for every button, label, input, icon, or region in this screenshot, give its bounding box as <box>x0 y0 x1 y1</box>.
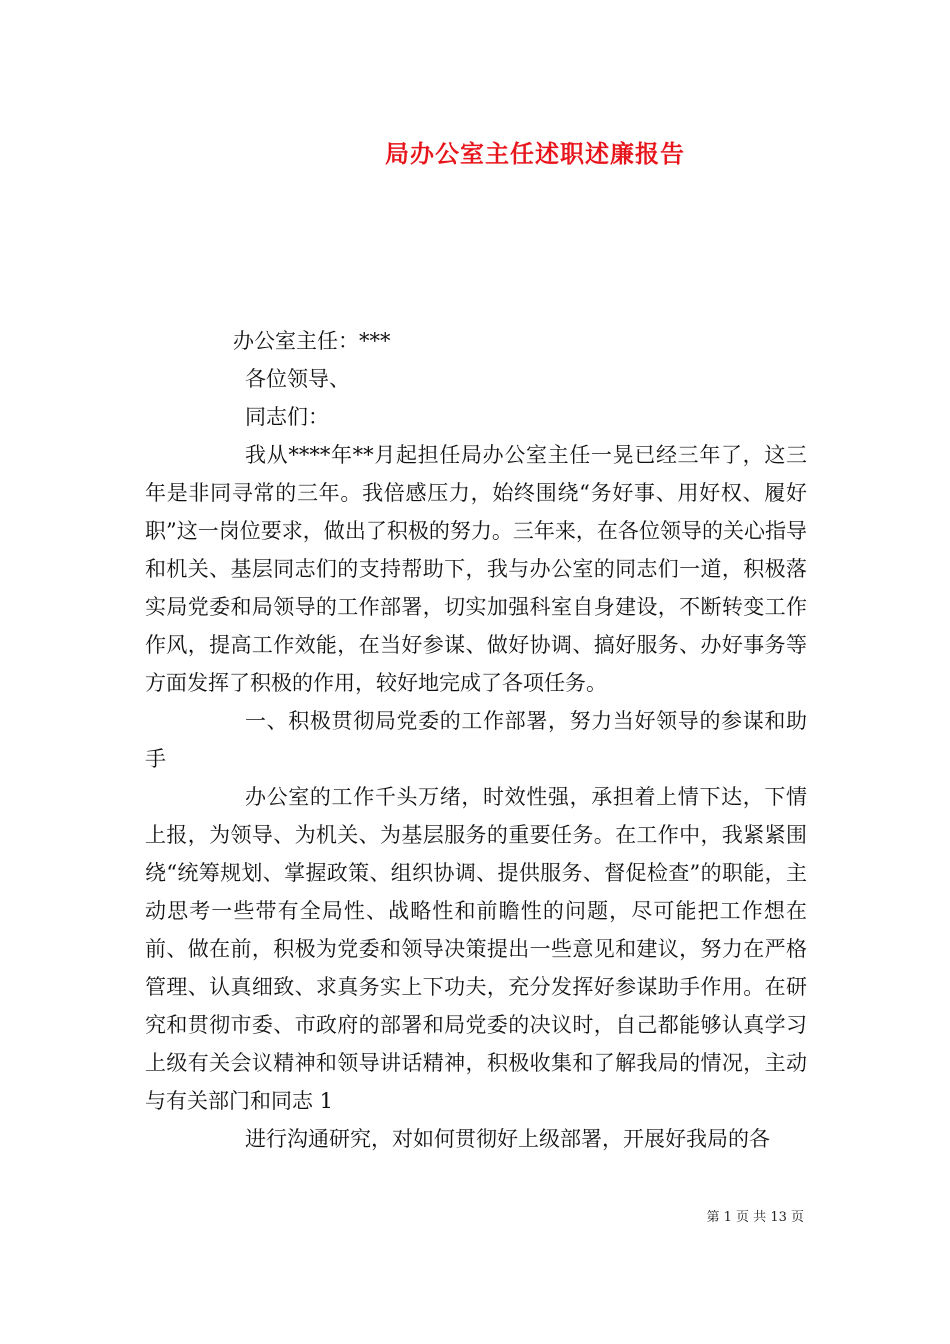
page-number: 第 1 页 共 13 页 <box>706 1210 804 1225</box>
paragraph-continued: 进行沟通研究，对如何贯彻好上级部署，开展好我局的各 <box>245 1127 770 1151</box>
section-heading-1: 一、积极贯彻局党委的工作部署，努力当好领导的参谋和助手 <box>145 709 807 771</box>
salutation-comrades: 同志们： <box>245 405 329 429</box>
salutation-leaders: 各位领导、 <box>245 367 350 391</box>
document-body <box>145 322 807 1158</box>
paragraph-intro: 我从****年**月起担任局办公室主任一晃已经三年了，这三年是非同寻常的三年。我倍感压力，始终围绕“务好事、用好权、履好职”这一岗位要求，做出了积极的努力。三年来，在各位领导的关心指导和机关、基层同志们的支持帮助下，我与办公室的同志们一道，积极落实局党委和局领导的工作部署，切实加强科室自身建设，不断转变工作作风，提高工作效能，在当好参谋、做好协调、搞好服务、办好事务等方面发挥了积极的作用，较好地完成了各项任务。 <box>145 443 807 695</box>
author-line: 办公室主任：*** <box>233 329 391 353</box>
document-title: 局办公室主任述职述廉报告 <box>385 139 685 168</box>
paragraph-section-1: 办公室的工作千头万绪，时效性强，承担着上情下达，下情上报，为领导、为机关、为基层服务的重要任务。在工作中，我紧紧围绕“统筹规划、掌握政策、组织协调、提供服务、督促检查”的职能，主动思考一些带有全局性、战略性和前瞻性的问题，尽可能把工作想在前、做在前，积极为党委和领导决策提出一些意见和建议，努力在严格管理、认真细致、求真务实上下功夫，充分发挥好参谋助手作用。在研究和贯彻市委、市政府的部署和局党委的决议时，自己都能够认真学习上级有关会议精神和领导讲话精神，积极收集和了解我局的情况，主动与有关部门和同志 1 <box>145 785 807 1113</box>
